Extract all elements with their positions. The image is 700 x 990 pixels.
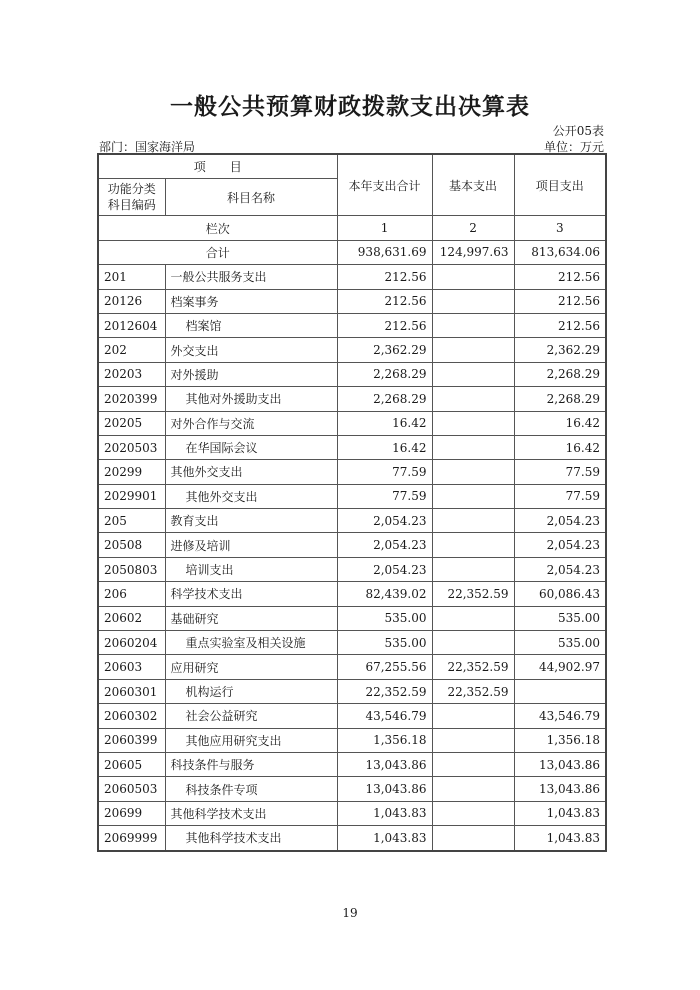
row-basic: 22,352.59 (432, 679, 514, 703)
row-project: 535.00 (514, 606, 606, 630)
row-name: 其他科学技术支出 (165, 826, 337, 851)
row-total: 1,043.83 (337, 801, 432, 825)
table-row (98, 362, 606, 386)
row-project: 212.56 (514, 265, 606, 289)
column-index-row (98, 216, 606, 240)
row-code: 20205 (98, 411, 165, 435)
table-row (98, 411, 606, 435)
row-project: 212.56 (514, 289, 606, 313)
row-basic (432, 728, 514, 752)
row-code: 2060399 (98, 728, 165, 752)
row-name: 一般公共服务支出 (165, 265, 337, 289)
row-name: 其他应用研究支出 (165, 728, 337, 752)
table-row (98, 435, 606, 459)
row-basic (432, 801, 514, 825)
row-total: 2,054.23 (337, 509, 432, 533)
row-total: 2,362.29 (337, 338, 432, 362)
row-total: 77.59 (337, 460, 432, 484)
row-total: 67,255.56 (337, 655, 432, 679)
row-total: 212.56 (337, 313, 432, 337)
row-total: 2,268.29 (337, 387, 432, 411)
table-row (98, 484, 606, 508)
row-total: 22,352.59 (337, 679, 432, 703)
row-total: 77.59 (337, 484, 432, 508)
row-project: 16.42 (514, 435, 606, 459)
column-index-label: 栏次 (98, 216, 337, 240)
row-basic (432, 362, 514, 386)
row-name: 机构运行 (165, 679, 337, 703)
row-basic: 22,352.59 (432, 582, 514, 606)
row-code: 20602 (98, 606, 165, 630)
table-row (98, 631, 606, 655)
row-code: 2060503 (98, 777, 165, 801)
page-title: 一般公共预算财政拨款支出决算表 (170, 93, 530, 120)
row-name: 档案事务 (165, 289, 337, 313)
table-row (98, 289, 606, 313)
row-basic (432, 460, 514, 484)
row-project: 2,054.23 (514, 509, 606, 533)
row-code: 20699 (98, 801, 165, 825)
total-project: 813,634.06 (514, 240, 606, 264)
row-basic (432, 752, 514, 776)
header-col-basic: 基本支出 (432, 154, 514, 216)
row-name: 培训支出 (165, 557, 337, 581)
row-project: 60,086.43 (514, 582, 606, 606)
row-total: 13,043.86 (337, 752, 432, 776)
row-code: 2029901 (98, 484, 165, 508)
row-total: 1,356.18 (337, 728, 432, 752)
row-code: 2060302 (98, 704, 165, 728)
row-code: 202 (98, 338, 165, 362)
table-row (98, 582, 606, 606)
row-name: 其他外交支出 (165, 484, 337, 508)
row-total: 212.56 (337, 265, 432, 289)
row-name: 对外援助 (165, 362, 337, 386)
table-row (98, 679, 606, 703)
row-basic (432, 387, 514, 411)
total-amount: 938,631.69 (337, 240, 432, 264)
header-code-line2: 科目编码 (107, 198, 156, 213)
row-total: 2,054.23 (337, 533, 432, 557)
row-name: 进修及培训 (165, 533, 337, 557)
row-project: 44,902.97 (514, 655, 606, 679)
row-project: 77.59 (514, 484, 606, 508)
row-name: 科学技术支出 (165, 582, 337, 606)
table-row (98, 387, 606, 411)
header-code-line1: 功能分类 (107, 182, 156, 197)
row-code: 20603 (98, 655, 165, 679)
row-total: 82,439.02 (337, 582, 432, 606)
total-basic: 124,997.63 (432, 240, 514, 264)
row-basic (432, 533, 514, 557)
table-row (98, 509, 606, 533)
row-name: 科技条件与服务 (165, 752, 337, 776)
table-row (98, 801, 606, 825)
header-item: 项 目 (98, 154, 337, 179)
row-basic (432, 313, 514, 337)
table-row (98, 777, 606, 801)
row-code: 2012604 (98, 313, 165, 337)
row-project: 1,356.18 (514, 728, 606, 752)
row-name: 对外合作与交流 (165, 411, 337, 435)
row-code: 20126 (98, 289, 165, 313)
table-row (98, 826, 606, 851)
row-basic (432, 557, 514, 581)
page-number: 19 (342, 906, 358, 920)
row-code: 2020503 (98, 435, 165, 459)
row-project: 212.56 (514, 313, 606, 337)
row-code: 201 (98, 265, 165, 289)
row-name: 教育支出 (165, 509, 337, 533)
column-index-3: 3 (514, 216, 606, 240)
row-total: 2,268.29 (337, 362, 432, 386)
header-col-total: 本年支出合计 (337, 154, 432, 216)
header-code (98, 179, 165, 216)
row-name: 外交支出 (165, 338, 337, 362)
row-project: 535.00 (514, 631, 606, 655)
table-row (98, 752, 606, 776)
row-code: 20605 (98, 752, 165, 776)
row-basic (432, 704, 514, 728)
column-index-1: 1 (337, 216, 432, 240)
row-total: 16.42 (337, 435, 432, 459)
table-row (98, 338, 606, 362)
row-total: 2,054.23 (337, 557, 432, 581)
row-project (514, 679, 606, 703)
row-total: 43,546.79 (337, 704, 432, 728)
row-basic (432, 484, 514, 508)
expenditure-table (97, 153, 607, 852)
row-project: 2,054.23 (514, 557, 606, 581)
row-basic (432, 826, 514, 851)
form-number: 公开05表 (552, 124, 604, 138)
row-name: 档案馆 (165, 313, 337, 337)
department-label: 部门：国家海洋局 (99, 140, 196, 154)
row-basic (432, 265, 514, 289)
total-row (98, 240, 606, 264)
row-basic (432, 338, 514, 362)
row-name: 社会公益研究 (165, 704, 337, 728)
row-name: 其他对外援助支出 (165, 387, 337, 411)
row-code: 20508 (98, 533, 165, 557)
row-total: 535.00 (337, 631, 432, 655)
table-row (98, 460, 606, 484)
row-project: 2,054.23 (514, 533, 606, 557)
row-basic (432, 289, 514, 313)
row-project: 77.59 (514, 460, 606, 484)
table-row (98, 704, 606, 728)
row-project: 1,043.83 (514, 826, 606, 851)
row-basic: 22,352.59 (432, 655, 514, 679)
column-index-2: 2 (432, 216, 514, 240)
header-row-1 (98, 154, 606, 179)
table-row (98, 557, 606, 581)
table-row (98, 728, 606, 752)
unit-label: 单位：万元 (543, 140, 604, 154)
row-basic (432, 509, 514, 533)
row-basic (432, 435, 514, 459)
row-project: 43,546.79 (514, 704, 606, 728)
row-code: 2069999 (98, 826, 165, 851)
row-code: 2060204 (98, 631, 165, 655)
row-basic (432, 606, 514, 630)
row-code: 206 (98, 582, 165, 606)
row-code: 205 (98, 509, 165, 533)
row-code: 2020399 (98, 387, 165, 411)
row-code: 2060301 (98, 679, 165, 703)
header-col-project: 项目支出 (514, 154, 606, 216)
table-row (98, 606, 606, 630)
row-total: 1,043.83 (337, 826, 432, 851)
table-row (98, 313, 606, 337)
row-project: 2,268.29 (514, 362, 606, 386)
row-project: 2,362.29 (514, 338, 606, 362)
row-basic (432, 411, 514, 435)
row-project: 1,043.83 (514, 801, 606, 825)
row-project: 13,043.86 (514, 777, 606, 801)
row-name: 在华国际会议 (165, 435, 337, 459)
row-name: 重点实验室及相关设施 (165, 631, 337, 655)
row-project: 16.42 (514, 411, 606, 435)
table-row (98, 655, 606, 679)
table-row (98, 533, 606, 557)
row-project: 2,268.29 (514, 387, 606, 411)
table-row (98, 265, 606, 289)
row-total: 13,043.86 (337, 777, 432, 801)
total-label: 合计 (98, 240, 337, 264)
row-total: 212.56 (337, 289, 432, 313)
row-total: 16.42 (337, 411, 432, 435)
row-name: 科技条件专项 (165, 777, 337, 801)
row-basic (432, 631, 514, 655)
row-basic (432, 777, 514, 801)
row-name: 其他外交支出 (165, 460, 337, 484)
header-name: 科目名称 (165, 179, 337, 216)
row-project: 13,043.86 (514, 752, 606, 776)
row-code: 20299 (98, 460, 165, 484)
row-name: 基础研究 (165, 606, 337, 630)
row-code: 20203 (98, 362, 165, 386)
row-total: 535.00 (337, 606, 432, 630)
row-name: 应用研究 (165, 655, 337, 679)
row-code: 2050803 (98, 557, 165, 581)
row-name: 其他科学技术支出 (165, 801, 337, 825)
